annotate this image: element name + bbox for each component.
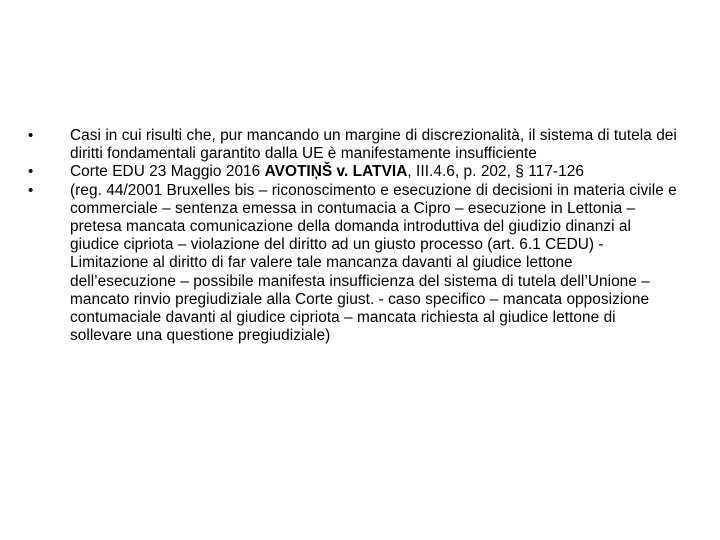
bullet-item-2 — [28, 163, 678, 181]
bullet-text: Casi in cui risulti che, pur mancando un margine di discrezionalità, il sistema di tutela dei diritti fondamentali garantito dalla UE è manifestamente insufficiente — [70, 127, 677, 163]
bullet-text: (reg. 44/2001 Bruxelles bis – riconoscimento e esecuzione di decisioni in materia civile e commerciale – sentenza emessa in contumacia a Cipro – esecuzione in Lettonia – pretesa mancata comunicazione della domanda introduttiva del giudizio dinanzi al giudice cipriota – violazione del diritto ad un giusto processo (art. 6.1 CEDU) - Limitazione al diritto di far valere tale mancanza davanti al giudice lettone dell’esecuzione – possibile manifesta insufficienza del sistema di tutela dell’Unione – mancato rinvio pregiudiziale alla Corte giust. - caso specifico – mancata opposizione contumaciale davanti al giudice cipriota – mancata richiesta al giudice lettone di sollevare una questione pregiudiziale) — [70, 181, 677, 345]
bullet-list — [28, 127, 678, 345]
bullet-icon: • — [28, 163, 34, 181]
bullet-text-after: , III.4.6, p. 202, § 117-126 — [407, 163, 584, 181]
bullet-item-3 — [28, 182, 678, 346]
case-name: AVOTIŅŠ v. LATVIA — [264, 163, 408, 181]
bullet-icon: • — [28, 181, 34, 199]
bullet-text-before: Corte EDU 23 Maggio 2016 — [70, 163, 265, 181]
bullet-icon: • — [28, 127, 34, 144]
bullet-item-1 — [28, 127, 678, 163]
